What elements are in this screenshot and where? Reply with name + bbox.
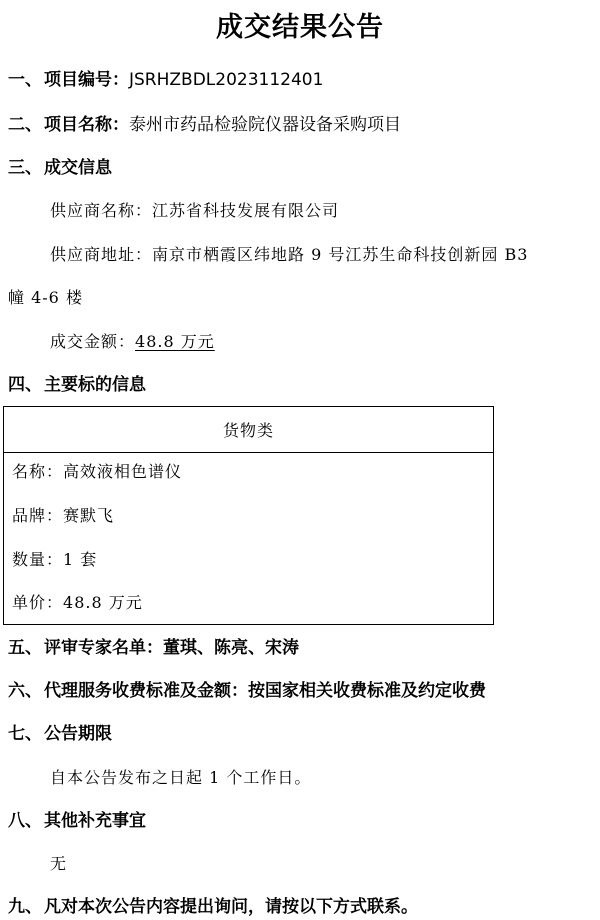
section-number: 四、 <box>8 375 42 395</box>
supplier-address-line <box>50 243 528 267</box>
row-value: 1 套 <box>63 550 98 569</box>
section-other-matters <box>8 809 146 833</box>
other-matters-text: 无 <box>50 854 68 873</box>
section-label: 代理服务收费标准及金额： <box>44 681 248 701</box>
supplier-name-line <box>50 199 339 223</box>
section-main-items <box>8 373 146 397</box>
supplier-address-label: 供应商地址： <box>50 245 153 264</box>
project-number-value: JSRHZBDL2023112401 <box>129 70 324 90</box>
row-value: 48.8 万元 <box>63 593 143 612</box>
section-contact <box>8 895 418 919</box>
supplier-address-continuation: 幢 4-6 楼 <box>8 288 83 307</box>
section-deal-info <box>8 156 112 180</box>
goods-row-name <box>12 460 182 484</box>
goods-row-brand <box>12 504 114 528</box>
project-name-value: 泰州市药品检验院仪器设备采购项目 <box>129 115 401 135</box>
goods-row-unit-price <box>12 591 143 615</box>
section-label: 项目编号： <box>44 70 129 90</box>
notice-period-text: 自本公告发布之日起 1 个工作日。 <box>50 768 312 787</box>
supplier-address-value: 南京市栖霞区纬地路 9 号江苏生命科技创新园 B3 <box>152 245 529 264</box>
section-expert-list <box>8 636 299 660</box>
row-value: 赛默飞 <box>63 506 115 525</box>
section-label: 其他补充事宜 <box>44 811 146 831</box>
deal-amount-line <box>50 330 215 354</box>
section-number: 九、 <box>8 897 42 917</box>
section-number: 二、 <box>8 115 42 135</box>
agency-fee-value: 按国家相关收费标准及约定收费 <box>248 681 486 701</box>
goods-table <box>3 406 494 625</box>
goods-table-header: 货物类 <box>4 407 493 453</box>
section-number: 一、 <box>8 70 42 90</box>
row-label: 单价： <box>12 593 64 612</box>
row-label: 数量： <box>12 550 64 569</box>
section-label: 成交信息 <box>44 158 112 178</box>
section-number: 八、 <box>8 811 42 831</box>
section-project-name <box>8 113 401 137</box>
supplier-name-value: 江苏省科技发展有限公司 <box>152 201 340 220</box>
deal-amount-value: 48.8 万元 <box>135 332 215 351</box>
expert-names: 董琪、陈亮、宋涛 <box>163 638 299 658</box>
supplier-name-label: 供应商名称： <box>50 201 153 220</box>
section-label: 主要标的信息 <box>44 375 146 395</box>
section-label: 凡对本次公告内容提出询问，请按以下方式联系。 <box>44 897 418 917</box>
section-label: 评审专家名单： <box>44 638 163 658</box>
section-number: 七、 <box>8 724 42 744</box>
goods-row-quantity <box>12 548 97 572</box>
page-title: 成交结果公告 <box>216 12 384 43</box>
section-agency-fee <box>8 679 486 703</box>
row-label: 品牌： <box>12 506 64 525</box>
section-number: 三、 <box>8 158 42 178</box>
section-number: 五、 <box>8 638 42 658</box>
section-label: 公告期限 <box>44 724 112 744</box>
section-number: 六、 <box>8 681 42 701</box>
section-label: 项目名称： <box>44 115 129 135</box>
section-project-number <box>8 68 323 92</box>
row-label: 名称： <box>12 462 64 481</box>
row-value: 高效液相色谱仪 <box>63 462 183 481</box>
deal-amount-label: 成交金额： <box>50 332 136 351</box>
section-notice-period <box>8 722 112 746</box>
